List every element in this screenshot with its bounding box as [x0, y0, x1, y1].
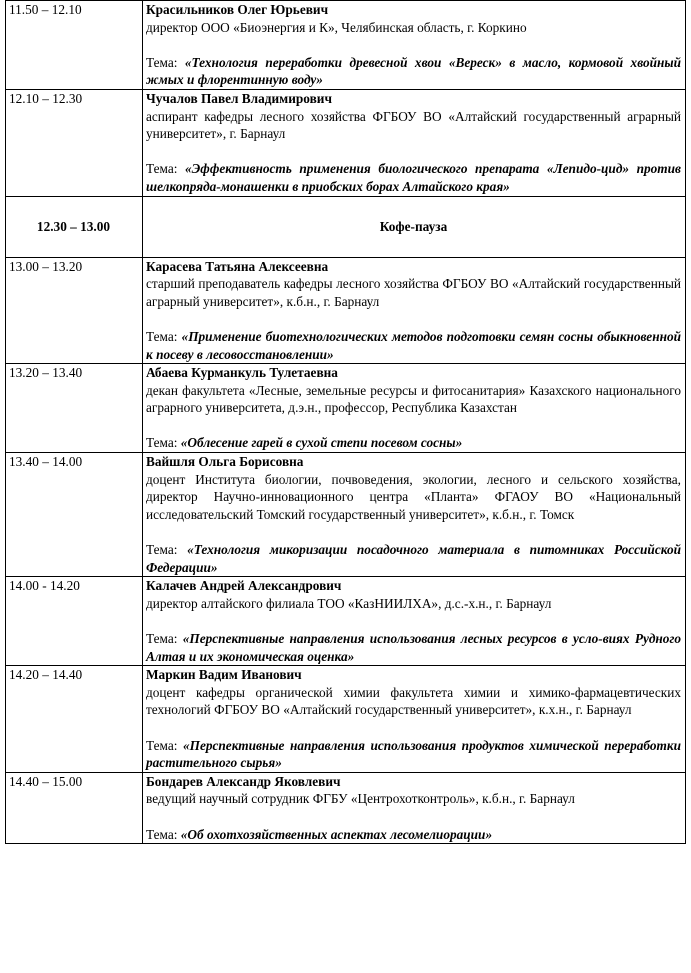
- session-time: 13.20 – 13.40: [6, 364, 143, 453]
- speaker-affiliation: директор алтайского филиала ТОО «КазНИИЛХА», д.с.-х.н., г. Барнаул: [146, 595, 552, 611]
- topic-prefix: Тема:: [146, 54, 185, 70]
- speaker-name: Карасева Татьяна Алексеевна: [146, 258, 329, 274]
- session-details: [143, 364, 686, 453]
- topic-title: «Технология микоризации посадочного материала в питомниках Российской Федерации»: [146, 542, 682, 575]
- session-time: 11.50 – 12.10: [6, 1, 143, 90]
- break-time: 12.30 – 13.00: [6, 196, 143, 257]
- talk-topic: [146, 328, 681, 363]
- topic-title: «Перспективные направления использования продуктов химической переработки растительного сырья»: [146, 737, 681, 771]
- topic-title: «Перспективные направления использования лесных ресурсов в усло-виях Рудного Алтая и их экономическая оценка»: [146, 631, 681, 664]
- topic-prefix: Тема:: [146, 328, 182, 344]
- topic-title: «Применение биотехнологических методов подготовки семян сосны обыкновенной к посеву в лесовосстановлении»: [146, 328, 681, 362]
- program-table: [5, 0, 686, 844]
- session-row: [6, 364, 686, 453]
- session-details: [143, 772, 686, 843]
- session-details: [143, 257, 686, 364]
- speaker-affiliation: ведущий научный сотрудник ФГБУ «Центрохотконтроль», к.б.н., г. Барнаул: [146, 791, 575, 807]
- session-row: [6, 1, 686, 90]
- speaker-name: Абаева Курманкуль Тулетаевна: [146, 365, 338, 381]
- topic-prefix: Тема:: [146, 737, 183, 753]
- break-row: [6, 196, 686, 257]
- topic-prefix: Тема:: [146, 435, 181, 451]
- session-time: 14.40 – 15.00: [6, 772, 143, 843]
- speaker-name: Калачев Андрей Александрович: [146, 578, 342, 594]
- speaker-name: Красильников Олег Юрьевич: [146, 2, 329, 17]
- session-row: [6, 577, 686, 666]
- session-row: [6, 772, 686, 843]
- topic-prefix: Тема:: [146, 631, 183, 646]
- session-row: [6, 257, 686, 364]
- speaker-name: Чучалов Павел Владимирович: [146, 90, 332, 106]
- session-time: 13.00 – 13.20: [6, 257, 143, 364]
- topic-prefix: Тема:: [146, 542, 188, 558]
- session-details: [143, 577, 686, 666]
- session-details: [143, 1, 686, 90]
- topic-prefix: Тема:: [146, 826, 181, 842]
- talk-topic: [146, 826, 681, 844]
- session-details: [143, 453, 686, 577]
- session-row: [6, 89, 686, 196]
- speaker-name: Вайшля Ольга Борисовна: [146, 454, 304, 470]
- session-time: 13.40 – 14.00: [6, 453, 143, 577]
- speaker-affiliation: доцент Института биологии, почвоведения, экологии, лесного и сельского хозяйства, директор Научно-инновационного центра «Планта» ФГАОУ ВО «Национальный исследовательский Томский государственный университет», к.б.н., г. Томск: [146, 471, 681, 522]
- topic-title: «Облесение гарей в сухой степи посевом сосны»: [180, 435, 463, 451]
- talk-topic: [146, 54, 681, 89]
- break-label: Кофе-пауза: [143, 196, 686, 257]
- session-time: 12.10 – 12.30: [6, 89, 143, 196]
- talk-topic: [146, 160, 681, 195]
- session-time: 14.00 - 14.20: [6, 577, 143, 666]
- speaker-affiliation: декан факультета «Лесные, земельные ресурсы и фитосанитария» Казахского национального аграрного университета, д.э.н., профессор, Республика Казахстан: [146, 382, 681, 416]
- talk-topic: [146, 630, 681, 665]
- speaker-affiliation: старший преподаватель кафедры лесного хозяйства ФГБОУ ВО «Алтайский государственный аграрный университет», к.б.н., г. Барнаул: [146, 276, 681, 309]
- topic-title: «Эффективность применения биологического препарата «Лепидо-цид» против шелкопряда-монашенки в приобских борах Алтайского края»: [146, 161, 681, 194]
- speaker-affiliation: аспирант кафедры лесного хозяйства ФГБОУ ВО «Алтайский государственный аграрный университет», г. Барнаул: [146, 108, 681, 142]
- speaker-affiliation: доцент кафедры органической химии факультета химии и химико-фармацевтических технологий ФГБОУ ВО «Алтайский государственный университет», к.х.н., г. Барнаул: [146, 684, 681, 718]
- topic-title: «Об охотхозяйственных аспектах лесомелиорации»: [180, 826, 493, 842]
- talk-topic: [146, 541, 681, 576]
- speaker-affiliation: директор ООО «Биоэнергия и К», Челябинская область, г. Коркино: [146, 19, 527, 35]
- session-details: [143, 666, 686, 773]
- topic-title: «Технология переработки древесной хвои «Вереск» в масло, кормовой хвойный жмых и флорентинную воду»: [146, 54, 682, 88]
- talk-topic: [146, 737, 681, 772]
- talk-topic: [146, 434, 681, 452]
- session-row: [6, 666, 686, 773]
- session-time: 14.20 – 14.40: [6, 666, 143, 773]
- session-row: [6, 453, 686, 577]
- speaker-name: Бондарев Александр Яковлевич: [146, 773, 341, 789]
- speaker-name: Маркин Вадим Иванович: [146, 667, 302, 683]
- session-details: [143, 89, 686, 196]
- topic-prefix: Тема:: [146, 161, 185, 177]
